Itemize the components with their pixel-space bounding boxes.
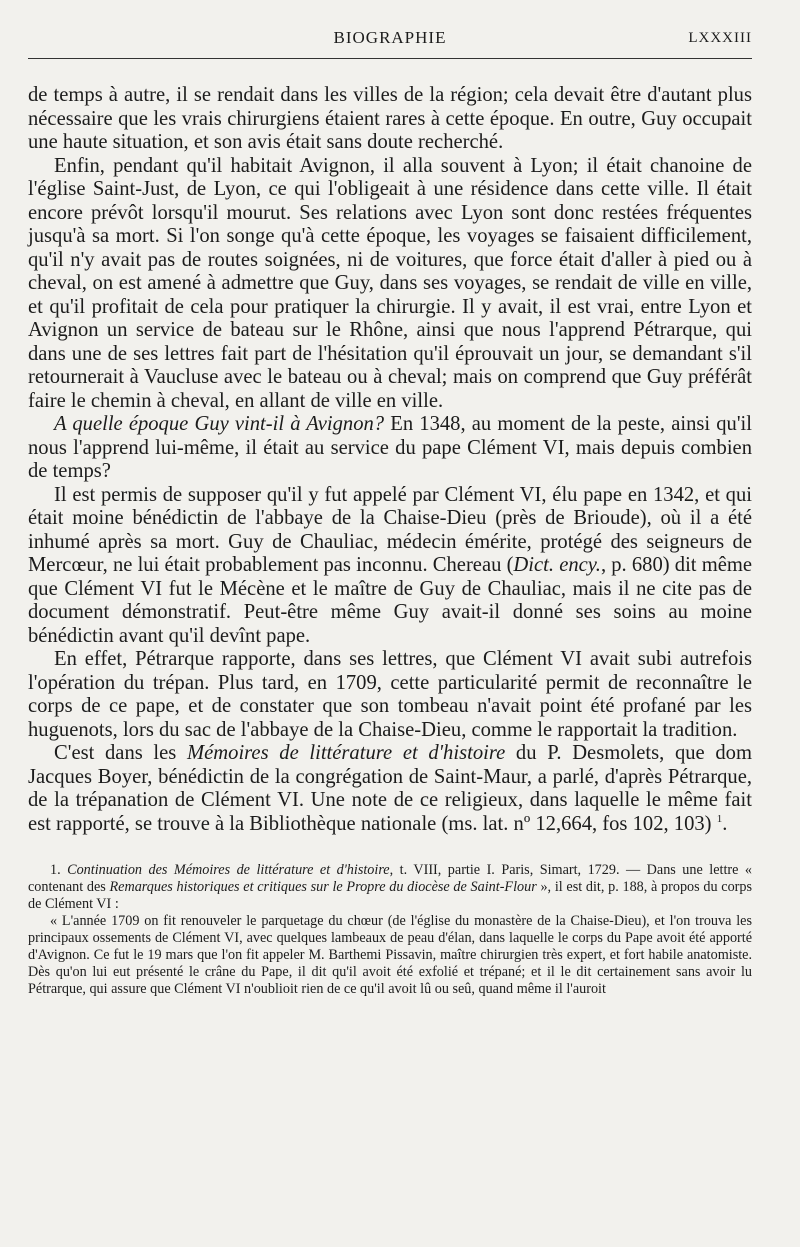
paragraph-4-citation: Dict. ency. bbox=[513, 554, 601, 576]
page-header bbox=[28, 0, 752, 60]
running-title: BIOGRAPHIE bbox=[333, 28, 447, 47]
paragraph-5: En effet, Pétrarque rapporte, dans ses lettres, que Clément VI avait subi autrefois l'opération du trépan. Plus tard, en 1709, cette particularité permit de reconnaître le corps de ce pape, et de constater que son tombeau n'avait point été profané par les huguenots, lors du sac de l'abbaye de la Chaise-Dieu, comme le rapportait la tradition. bbox=[28, 648, 752, 741]
footnote-quote: « L'année 1709 on fit renouveler le parquetage du chœur (de l'église du monastère de la Chaise-Dieu), et l'on trouva les principaux ossements de Clément VI, avec quelques lambeaux de peau d'élan, dans laquelle le corps du Pape avoit été apporté d'Avignon. Ce fut le 19 mars que l'on fit appeler M. Barthemi Pissavin, maître chirurgien très expert, et fort habile anatomiste. Dès qu'on lui eut présenté le crâne du Pape, il dit qu'il avoit été exfolié et trépané; et il le dit certainement sans avoir lu Pétrarque, qui assure que Clément VI n'oublioit rien de ce qu'il avoit lû ou seû, quand même il l'auroit bbox=[28, 913, 752, 997]
paragraph-6 bbox=[28, 742, 752, 836]
paragraph-6-text: du P. Desmolets, que dom Jacques Boyer, bénédictin de la congrégation de Saint-Maur, a parlé, d'après Pétrarque, de la trépanation de Clément VI. Une note de ce religieux, dans laquelle le même fait est rapporté, se trouve à la Bibliothèque nationale (ms. lat. nº 12,664, fos 102, 103) bbox=[28, 742, 752, 835]
page-number: LXXXIII bbox=[688, 30, 752, 46]
footnote-title: Continuation des Mémoires de littérature et d'histoire bbox=[67, 862, 390, 878]
paragraph-6-lead: C'est dans les bbox=[54, 742, 187, 764]
footnote-remarks-title: Remarques historiques et critiques sur le Propre du diocèse de Saint-Flour bbox=[109, 879, 537, 895]
footnote-number: 1. bbox=[50, 862, 61, 878]
paragraph-4-text: Il est permis de supposer qu'il y fut appelé par Clément VI, élu pape en 1342, et qui était moine bénédictin de l'abbaye de la Chaise-Dieu (près de Brioude), où il a été inhumé après sa mort. Guy de Chauliac, médecin émérite, protégé des seigneurs de Mercœur, ne lui était probablement pas inconnu. Chereau bbox=[28, 483, 752, 576]
header-rule bbox=[28, 58, 752, 59]
main-text bbox=[28, 84, 752, 836]
paragraph-1: de temps à autre, il se rendait dans les villes de la région; cela devait être d'autant plus nécessaire que les vrais chirurgiens étaient rares à cette époque. En outre, Guy occupait une haute situation, et son avis était sans doute recherché. bbox=[28, 84, 752, 153]
footnote-1 bbox=[28, 862, 752, 913]
paragraph-4-rest: , p. 680) dit même que Clément VI fut le Mécène et le maître de Guy de Chauliac, mais il ne cite pas de document démonstratif. Peut-être même Guy avait-il donné ses soins au moine bénédictin avant qu'il devînt pape. bbox=[28, 554, 753, 647]
paragraph-2: Enfin, pendant qu'il habitait Avignon, il alla souvent à Lyon; il était chanoine de l'église Saint-Just, de Lyon, ce qui l'obligeait à une résidence dans cette ville. Il était encore prévôt lorsqu'il mourut. Ses relations avec Lyon sont donc restées fréquentes jusqu'à sa mort. Si l'on songe qu'à cette époque, les voyages se faisaient difficilement, qu'il n'y avait pas de routes soignées, ni de voitures, que force était d'aller à pied ou à cheval, on est amené à admettre que Guy, dans ses voyages, se rendait de ville en ville, et qu'il profitait de cela pour pratiquer la chirurgie. Il y avait, il est vrai, entre Lyon et Avignon un service de bateau sur le Rhône, ainsi que nous l'apprend Pétrarque, qui dans une de ses lettres fait part de l'hésitation qu'il éprouvait un jour, se demandant s'il retournerait à Vaucluse avec le bateau ou à cheval; mais on comprend que Guy préférât faire le chemin à cheval, en allant de ville en ville. bbox=[28, 154, 752, 412]
footnote-text-1: , t. VIII, partie I. Paris, Simart, 1729. — Dans une lettre « contenant des bbox=[28, 862, 752, 895]
footnote-text-2: », il est dit, p. 188, à propos du corps de Clément VI : bbox=[28, 879, 753, 912]
footnote-reference: 1 bbox=[716, 812, 723, 825]
paragraph-6-title: Mémoires de littérature et d'histoire bbox=[187, 742, 506, 764]
paragraph-4-cite-open: ( bbox=[506, 554, 514, 576]
footnotes bbox=[28, 862, 752, 998]
paragraph-4 bbox=[28, 484, 752, 649]
paragraph-3 bbox=[28, 413, 752, 484]
paragraph-6-end: . bbox=[722, 812, 728, 835]
paragraph-3-text: En 1348, au moment de la peste, ainsi qu'il nous l'apprend lui-même, il était au service du pape Clément VI, mais depuis combien de temps? bbox=[28, 413, 753, 482]
paragraph-3-question: A quelle époque Guy vint-il à Avignon? bbox=[54, 413, 385, 435]
